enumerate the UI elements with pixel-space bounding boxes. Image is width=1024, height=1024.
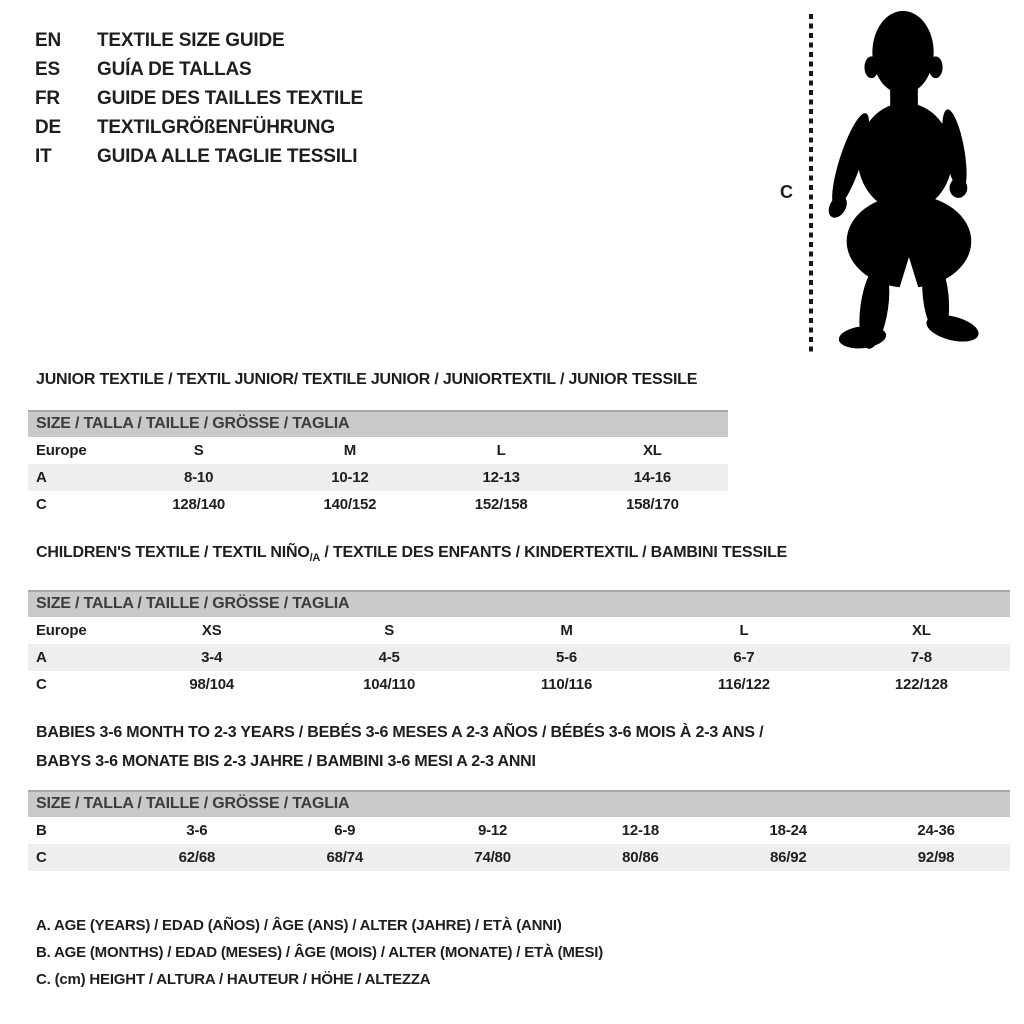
height-cell: 104/110 xyxy=(363,676,416,693)
junior-size-table xyxy=(28,410,728,518)
babies-size-table xyxy=(28,790,1010,871)
language-title: GUIDE DES TAILLES TEXTILE xyxy=(97,87,363,109)
age-cell: 4-5 xyxy=(378,649,400,666)
table-row-europe xyxy=(28,437,728,464)
row-label: C xyxy=(36,676,47,693)
size-cell: XL xyxy=(911,622,931,639)
table-row-age-years xyxy=(28,464,728,491)
babies-title-line2: BABYS 3-6 MONATE BIS 2-3 JAHRE / BAMBINI 3-6 MESI A 2-3 ANNI xyxy=(36,753,536,770)
age-cell: 24-36 xyxy=(917,822,955,839)
age-cell: 18-24 xyxy=(769,822,807,839)
age-cell: 12-13 xyxy=(482,469,520,486)
height-cell: 140/152 xyxy=(323,496,377,513)
language-title: TEXTILGRÖßENFÜHRUNG xyxy=(97,116,335,138)
row-label: B xyxy=(36,822,47,839)
table-row-height xyxy=(28,491,728,518)
table-row-age-months xyxy=(28,817,1010,844)
size-header-bar: SIZE / TALLA / TAILLE / GRÖSSE / TAGLIA xyxy=(28,410,728,437)
language-code: DE xyxy=(35,116,61,138)
height-cell: 80/86 xyxy=(622,849,659,866)
height-cell: 128/140 xyxy=(172,496,226,513)
children-section-title xyxy=(36,544,787,564)
toddler-silhouette-icon xyxy=(820,4,990,360)
measurement-legend xyxy=(36,912,603,993)
age-cell: 10-12 xyxy=(331,469,369,486)
row-label: Europe xyxy=(36,622,87,639)
size-cell: S xyxy=(193,442,204,459)
height-cell: 122/128 xyxy=(894,676,948,693)
height-cell: 116/122 xyxy=(717,676,770,693)
table-row-height xyxy=(28,671,1010,698)
junior-section-title: JUNIOR TEXTILE / TEXTIL JUNIOR/ TEXTILE JUNIOR / JUNIORTEXTIL / JUNIOR TESSILE xyxy=(36,371,698,388)
size-cell: M xyxy=(343,442,357,459)
children-title-text: / TEXTILE DES ENFANTS / KINDERTEXTIL / BAMBINI TESSILE xyxy=(320,544,788,561)
language-code: ES xyxy=(35,58,60,80)
height-cell: 74/80 xyxy=(474,849,511,866)
height-measure-label: C xyxy=(780,182,793,202)
age-cell: 3-6 xyxy=(186,822,208,839)
language-title-list xyxy=(35,26,363,171)
height-cell: 98/104 xyxy=(189,676,235,693)
legend-age-months: B. AGE (MONTHS) / EDAD (MESES) / ÂGE (MOIS) / ALTER (MONATE) / ETÀ (MESI) xyxy=(36,944,604,961)
babies-section-title xyxy=(36,718,763,776)
age-cell: 9-12 xyxy=(477,822,508,839)
size-cell: L xyxy=(496,442,506,459)
language-title: GUIDA ALLE TAGLIE TESSILI xyxy=(97,145,358,167)
age-cell: 5-6 xyxy=(555,649,578,666)
children-title-subscript: /A xyxy=(309,552,321,565)
language-row-es xyxy=(35,55,363,84)
height-measure-dashed-line xyxy=(809,14,813,356)
age-cell: 14-16 xyxy=(633,469,672,486)
row-label: C xyxy=(36,849,47,866)
size-header-bar: SIZE / TALLA / TAILLE / GRÖSSE / TAGLIA xyxy=(28,790,1010,817)
legend-age-years: A. AGE (YEARS) / EDAD (AÑOS) / ÂGE (ANS) / ALTER (JAHRE) / ETÀ (ANNI) xyxy=(36,917,562,934)
height-cell: 68/74 xyxy=(326,849,364,866)
height-cell: 92/98 xyxy=(917,849,955,866)
height-cell: 86/92 xyxy=(769,849,807,866)
age-cell: 6-9 xyxy=(334,822,356,839)
row-label: A xyxy=(36,469,47,486)
size-cell: XS xyxy=(201,622,222,639)
language-title: TEXTILE SIZE GUIDE xyxy=(97,29,285,51)
children-size-table xyxy=(28,590,1010,698)
age-cell: 8-10 xyxy=(184,469,214,486)
row-label: C xyxy=(36,496,47,513)
size-cell: XL xyxy=(642,442,662,459)
language-code: FR xyxy=(35,87,60,109)
size-cell: M xyxy=(560,622,573,639)
height-cell: 110/116 xyxy=(540,676,593,693)
size-header-bar: SIZE / TALLA / TAILLE / GRÖSSE / TAGLIA xyxy=(28,590,1010,617)
age-cell: 3-4 xyxy=(201,649,223,666)
language-row-it xyxy=(35,142,363,171)
age-cell: 7-8 xyxy=(910,649,932,666)
language-code: IT xyxy=(35,145,52,167)
age-cell: 12-18 xyxy=(621,822,660,839)
row-label: A xyxy=(36,649,47,666)
table-row-europe xyxy=(28,617,1010,644)
legend-height-cm: C. (cm) HEIGHT / ALTURA / HAUTEUR / HÖHE / ALTEZZA xyxy=(36,971,431,988)
row-label: Europe xyxy=(36,442,87,459)
table-row-height xyxy=(28,844,1010,871)
language-code: EN xyxy=(35,29,61,51)
children-title-text: CHILDREN'S TEXTILE / TEXTIL NIÑO xyxy=(36,544,310,561)
size-cell: S xyxy=(384,622,395,639)
language-row-de xyxy=(35,113,363,142)
size-cell: L xyxy=(739,622,749,639)
height-cell: 62/68 xyxy=(178,849,216,866)
height-cell: 152/158 xyxy=(474,496,528,513)
language-title: GUÍA DE TALLAS xyxy=(97,58,252,80)
language-row-en xyxy=(35,26,363,55)
table-row-age-years xyxy=(28,644,1010,671)
height-cell: 158/170 xyxy=(625,496,679,513)
babies-title-line1: BABIES 3-6 MONTH TO 2-3 YEARS / BEBÉS 3-6 MESES A 2-3 AÑOS / BÉBÉS 3-6 MOIS À 2-3 ANS / xyxy=(36,724,764,741)
language-row-fr xyxy=(35,84,363,113)
age-cell: 6-7 xyxy=(733,649,755,666)
